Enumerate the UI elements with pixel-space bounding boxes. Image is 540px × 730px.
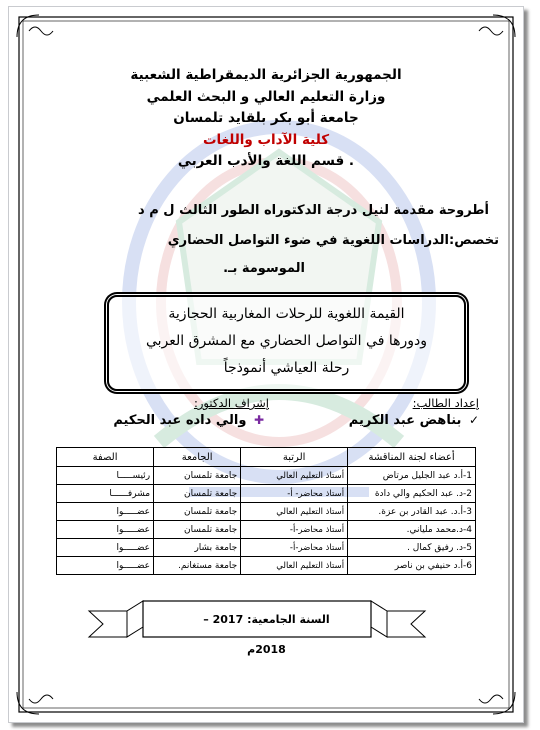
plus-icon: ✚ <box>253 413 264 427</box>
republic-line: الجمهورية الجزائرية الديمقراطية الشعبية <box>130 67 402 83</box>
supervisor-label: إشراف الدكتور: <box>194 396 269 410</box>
ministry-line: وزارة التعليم العالي و البحث العلمي <box>146 88 386 105</box>
university-line: جامعة أبو بكر بلقايد تلمسان <box>173 110 359 126</box>
member-role: عضـــــوا <box>57 539 154 557</box>
thesis-title-line-2: ودورها في التواصل الحضاري مع المشرق العربي <box>145 333 427 349</box>
column-header-rank: الرتبة <box>241 448 348 467</box>
member-rank: أستاذ التعليم العالي <box>241 467 348 485</box>
column-header-university: الجامعة <box>154 448 241 467</box>
member-university: جامعة تلمسان <box>154 467 241 485</box>
supervisor-name: والي داده عبد الحكيم <box>113 413 247 428</box>
member-rank: أستاذ التعليم العالي <box>241 557 348 575</box>
member-name: 4-د.محمد ملياني. <box>348 521 476 539</box>
thesis-specialty: تخصص:الدراسات اللغوية في ضوء التواصل الحضاري <box>167 233 499 248</box>
member-name: 2-د. عبد الحكيم والي دادة <box>348 485 476 503</box>
student-label: إعداد الطالب: <box>412 396 479 410</box>
member-university: جامعة مستغانم. <box>154 557 241 575</box>
thesis-title-line-3: رحلة العياشي أنموذجاً <box>223 360 350 376</box>
committee-table <box>56 447 476 575</box>
member-role: عضـــــوا <box>57 521 154 539</box>
member-rank: أستاذ محاضر-أ- <box>241 521 348 539</box>
column-header-role: الصفة <box>57 448 154 467</box>
table-row <box>57 521 476 539</box>
member-rank: أستاذ محاضر-أ- <box>241 539 348 557</box>
faculty-line: كلية الآداب واللغات <box>202 131 330 148</box>
table-row <box>57 467 476 485</box>
member-name: 5-د. رفيق كمال . <box>348 539 476 557</box>
credits-names <box>49 413 479 431</box>
member-role: مشرفــــــا <box>57 485 154 503</box>
supervisor-name-group <box>113 413 264 428</box>
student-name: بناهض عبد الكريم <box>348 413 462 428</box>
member-name: 3-أ.د. عبد القادر بن عزة. <box>348 503 476 521</box>
member-university: جامعة تلمسان <box>154 521 241 539</box>
member-university: جامعة تلمسان <box>154 503 241 521</box>
thesis-degree: أطروحة مقدمة لنيل درجة الدكتوراه الطور الثالث ل م د <box>138 203 489 218</box>
member-rank: أستاذ محاضر- أ- <box>241 485 348 503</box>
member-university: جامعة تلمسان <box>154 485 241 503</box>
member-name: 1-أ.د عبد الجليل مرتاض <box>348 467 476 485</box>
member-role: رئيســـــا <box>57 467 154 485</box>
table-row <box>57 503 476 521</box>
column-header-members: أعضاء لجنة المناقشة <box>348 448 476 467</box>
table-row <box>57 557 476 575</box>
academic-year: السنة الجامعية: 2017 – 2018م <box>203 613 330 656</box>
institution-header <box>9 65 523 173</box>
document-page <box>8 6 524 723</box>
thesis-title-line-1: القيمة اللغوية للرحلات المغاربية الحجازية <box>168 306 405 322</box>
thesis-titled: الموسومة بـ. <box>223 261 305 276</box>
credits-labels <box>49 396 479 412</box>
thesis-title-box <box>107 295 466 391</box>
member-university: جامعة بشار <box>154 539 241 557</box>
member-role: عضـــــوا <box>57 557 154 575</box>
table-header-row <box>57 448 476 467</box>
table-row <box>57 485 476 503</box>
member-role: عضـــــوا <box>57 503 154 521</box>
member-name: 6-أ.د حنيفي بن ناصر <box>348 557 476 575</box>
student-name-group <box>349 413 479 428</box>
member-rank: أستاذ التعليم العالي <box>241 503 348 521</box>
checkmark-icon: ✓ <box>468 413 479 427</box>
department-line: قسم اللغة والأدب العربي . <box>177 153 355 169</box>
table-row <box>57 539 476 557</box>
